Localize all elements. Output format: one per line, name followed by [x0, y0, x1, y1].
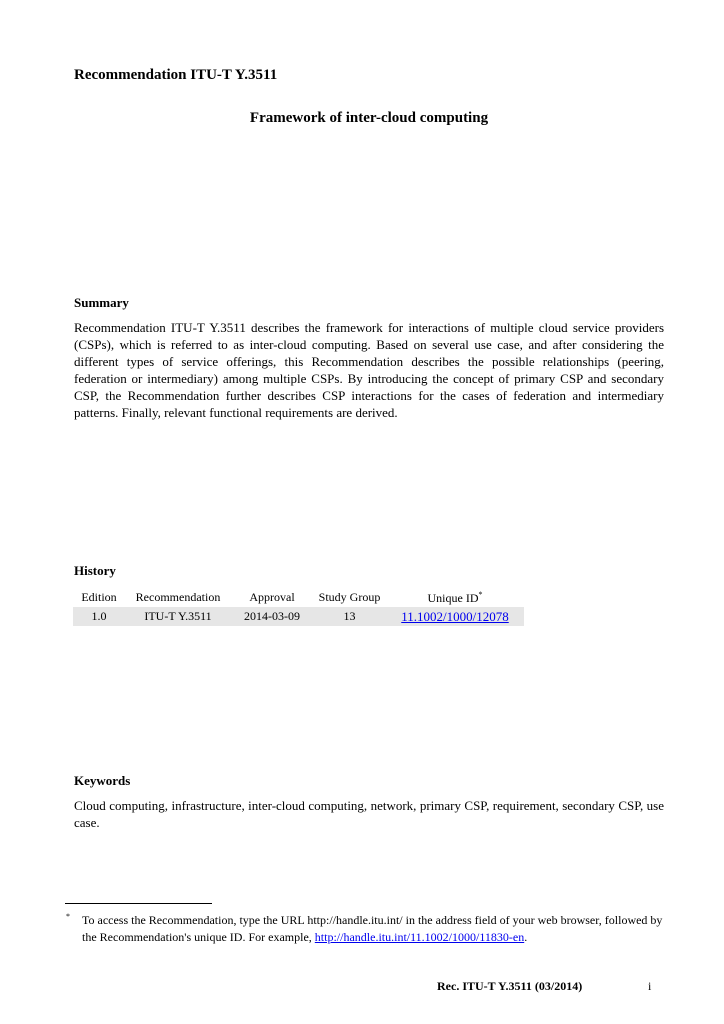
col-recommendation: Recommendation	[135, 590, 221, 604]
footnote-body: To access the Recommendation, type the URL http://handle.itu.int/ in the address field of your web browser, followed by the Recommendation's unique ID. For example,	[82, 913, 663, 944]
cell-unique-id	[386, 607, 524, 626]
cell-recommendation: ITU-T Y.3511	[125, 607, 231, 626]
cell-study-group: 13	[313, 607, 386, 626]
col-study-group: Study Group	[318, 590, 381, 604]
keywords-text: Cloud computing, infrastructure, inter-cloud computing, network, primary CSP, requirement, secondary CSP, use case.	[74, 798, 664, 830]
history-table	[73, 588, 524, 626]
document-title: Framework of inter-cloud computing	[249, 110, 489, 126]
history-heading: History	[74, 563, 116, 578]
page-number: i	[648, 979, 652, 993]
recommendation-number: Recommendation ITU-T Y.3511	[74, 67, 278, 83]
footnote-end: .	[524, 930, 528, 944]
col-unique-id-label: Unique ID	[427, 590, 479, 605]
footnote-text	[82, 912, 664, 946]
footnote-separator	[65, 903, 212, 904]
example-link[interactable]: http://handle.itu.int/11.1002/1000/11830-en	[314, 930, 525, 944]
col-approval: Approval	[249, 590, 295, 604]
table-row	[73, 607, 524, 626]
keywords-heading: Keywords	[74, 773, 131, 788]
footnote-ref: *	[478, 589, 483, 599]
col-unique-id	[386, 588, 524, 607]
unique-id-link[interactable]: 11.1002/1000/12078	[401, 608, 509, 624]
cell-edition: 1.0	[73, 607, 125, 626]
cell-approval: 2014-03-09	[231, 607, 313, 626]
summary-heading: Summary	[74, 295, 129, 310]
col-edition: Edition	[81, 590, 117, 604]
history-table-header	[73, 588, 524, 607]
footer-reference: Rec. ITU-T Y.3511 (03/2014)	[437, 979, 583, 993]
summary-text: Recommendation ITU-T Y.3511 describes the framework for interactions of multiple cloud service providers (CSPs), which is referred to as inter-cloud computing. Based on several use case, and after considering the different types of service offerings, this Recommendation describes the possible relationships (peering, federation or intermediary) among multiple CSPs. By introducing the concept of primary CSP and secondary CSP, the Recommendation further describes CSP interactions for the cases of federation and intermediary patterns. Finally, relevant functional requirements are derived.	[74, 320, 664, 420]
footnote-mark: *	[66, 912, 70, 921]
